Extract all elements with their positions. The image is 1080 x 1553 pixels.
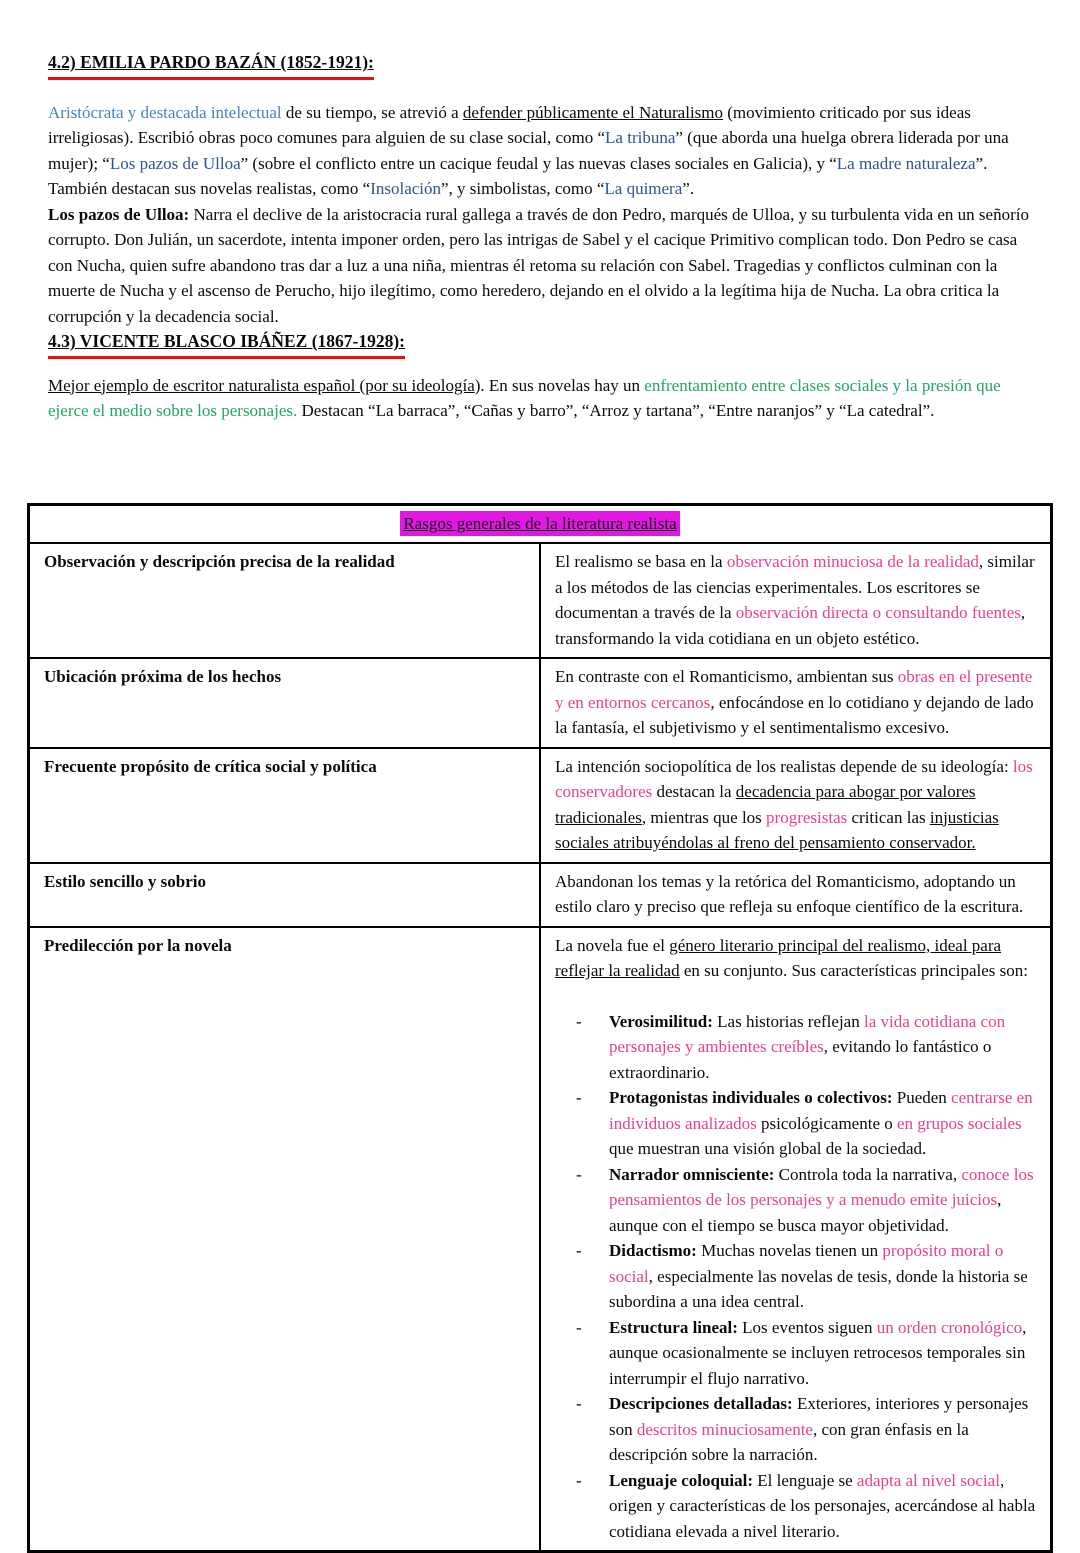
bullet-dash-marker: - xyxy=(576,1315,609,1392)
row-content-estilo xyxy=(540,863,1052,927)
bullet-dash-marker: - xyxy=(576,1468,609,1545)
text-run: Exteriores, interiores y personajes son xyxy=(609,1394,1028,1439)
text-run: un orden cronológico xyxy=(877,1318,1022,1337)
text-run: El lenguaje se xyxy=(753,1471,857,1490)
novel-intro-paragraph xyxy=(555,933,1036,984)
row-label-observacion: Observación y descripción precisa de la realidad xyxy=(29,543,541,658)
bullet-text xyxy=(609,1009,1036,1086)
text-run: Los eventos siguen xyxy=(738,1318,877,1337)
table-row-observacion xyxy=(29,543,1052,658)
novel-characteristics-list xyxy=(576,1009,1036,1545)
text-run: La quimera xyxy=(604,179,682,198)
text-run: Abandonan los temas y la retórica del Romanticismo, adoptando un estilo claro y preciso que refleja su enfoque científico de la escritura. xyxy=(555,872,1023,917)
text-run: , aunque ocasionalmente se incluyen retrocesos temporales sin interrumpir el flujo narrativo. xyxy=(609,1318,1026,1388)
heading-4-2-text: 4.2) EMILIA PARDO BAZÁN (1852-1921): xyxy=(48,50,374,80)
row-label-critica-social: Frecuente propósito de crítica social y política xyxy=(29,748,541,863)
table-title-highlight: Rasgos generales de la literatura realista xyxy=(400,511,679,537)
text-run: Insolación xyxy=(370,179,441,198)
text-run: defender públicamente el Naturalismo xyxy=(463,103,723,122)
text-run: , origen y características de los personajes, acercándose al habla cotidiana elevada a nivel literario. xyxy=(609,1471,1035,1541)
bullet-text xyxy=(609,1315,1036,1392)
heading-4-2-emilia-pardo-bazan xyxy=(48,50,1032,80)
realism-traits-table xyxy=(27,503,1053,1553)
text-run: enfrentamiento entre clases sociales y la presión que ejerce el medio sobre los personajes. xyxy=(48,376,1001,421)
text-run: centrarse en individuos analizados xyxy=(609,1088,1033,1133)
text-run: , mientras que los xyxy=(642,808,766,827)
paragraph-pardo-bazan-intro xyxy=(48,100,1032,202)
text-run: Destacan “La barraca”, “Cañas y barro”, “Arroz y tartana”, “Entre naranjos” y “La catedral”. xyxy=(297,401,934,420)
text-run: La novela fue el xyxy=(555,936,669,955)
row-label-predileccion-novela: Predilección por la novela xyxy=(29,927,541,1552)
bullet-item xyxy=(576,1468,1036,1545)
text-run: observación minuciosa de la realidad xyxy=(727,552,979,571)
table-title-row xyxy=(29,504,1052,543)
text-run: Estructura lineal: xyxy=(609,1318,738,1337)
text-run: Los pazos de Ulloa: xyxy=(48,205,189,224)
text-run: en su conjunto. Sus características principales son: xyxy=(680,961,1028,980)
text-run: observación directa o consultando fuentes xyxy=(736,603,1021,622)
bullet-text xyxy=(609,1085,1036,1162)
text-run: , transformando la vida cotidiana en un objeto estético. xyxy=(555,603,1025,648)
heading-4-3-vicente-blasco-ibanez xyxy=(48,329,1032,359)
text-run: Didactismo: xyxy=(609,1241,697,1260)
text-run: , similar a los métodos de las ciencias experimentales. Los escritores se documentan a través de la xyxy=(555,552,1035,622)
text-run: En contraste con el Romanticismo, ambientan sus xyxy=(555,667,898,686)
text-run: conoce los pensamientos de los personajes y a menudo emite juicios xyxy=(609,1165,1034,1210)
bullet-item xyxy=(576,1391,1036,1468)
table-row-critica-social xyxy=(29,748,1052,863)
text-run: Protagonistas individuales o colectivos: xyxy=(609,1088,893,1107)
table-row-ubicacion xyxy=(29,658,1052,748)
text-run: Aristócrata y destacada intelectual xyxy=(48,103,282,122)
text-run: El realismo se basa en la xyxy=(555,552,727,571)
text-run: Controla toda la narrativa, xyxy=(774,1165,961,1184)
text-run: , aunque con el tiempo se busca mayor objetividad. xyxy=(609,1190,1001,1235)
text-run: Mejor ejemplo de escritor naturalista español (por su ideología xyxy=(48,376,475,395)
text-run: ” (sobre el conflicto entre un cacique feudal y las nuevas clases sociales en Galicia), y “ xyxy=(241,154,837,173)
row-content-critica-social xyxy=(540,748,1052,863)
bullet-text xyxy=(609,1162,1036,1239)
text-run: , especialmente las novelas de tesis, donde la historia se subordina a una idea central. xyxy=(609,1267,1028,1312)
text-run: género literario principal del realismo, ideal para reflejar la realidad xyxy=(555,936,1001,981)
paragraph-blasco-ibanez xyxy=(48,373,1032,424)
text-run: , evitando lo fantástico o extraordinario. xyxy=(609,1037,991,1082)
text-run: ). En sus novelas hay un xyxy=(475,376,645,395)
row-label-ubicacion: Ubicación próxima de los hechos xyxy=(29,658,541,748)
bullet-text xyxy=(609,1468,1036,1545)
table-row-predileccion-novela xyxy=(29,927,1052,1552)
text-run: critican las xyxy=(847,808,930,827)
text-run: Lenguaje coloquial: xyxy=(609,1471,753,1490)
text-run: La madre naturaleza xyxy=(837,154,976,173)
bullet-item xyxy=(576,1085,1036,1162)
text-run: que muestran una visión global de la sociedad. xyxy=(609,1139,926,1158)
table-title-cell xyxy=(29,504,1052,543)
text-run: de su tiempo, se atrevió a xyxy=(282,103,463,122)
text-run: los conservadores xyxy=(555,757,1033,802)
bullet-item xyxy=(576,1162,1036,1239)
text-run: ”, y simbolistas, como “ xyxy=(441,179,604,198)
text-run: en grupos sociales xyxy=(897,1114,1022,1133)
text-run: Narra el declive de la aristocracia rural gallega a través de don Pedro, marqués de Ulloa, y su turbulenta vida en un señorío corrupto. Don Julián, un sacerdote, intenta imponer orden, pero las intrigas de Sabel y el cacique Primitivo complican todo. Don Pedro se casa con Nucha, quien sufre abandono tras dar a luz a una niña, mientras él retoma su relación con Sabel. Tragedias y conflictos culminan con la muerte de Nucha y el ascenso de Perucho, hijo ilegítimo, como heredero, dejando en el olvido a la legítima hija de Nucha. La obra critica la corrupción y la decadencia social. xyxy=(48,205,1029,326)
heading-4-3-text: 4.3) VICENTE BLASCO IBÁÑEZ (1867-1928): xyxy=(48,329,405,359)
text-run: Pueden xyxy=(893,1088,952,1107)
bullet-dash-marker: - xyxy=(576,1009,609,1086)
bullet-text xyxy=(609,1238,1036,1315)
bullet-dash-marker: - xyxy=(576,1085,609,1162)
text-run: La intención sociopolítica de los realistas depende de su ideología: xyxy=(555,757,1013,776)
text-run: obras en el presente y en entornos cercanos xyxy=(555,667,1032,712)
text-run: la vida cotidiana con personajes y ambientes creíbles xyxy=(609,1012,1005,1057)
text-run: Descripciones detalladas: xyxy=(609,1394,793,1413)
text-run: , con gran énfasis en la descripción sobre la narración. xyxy=(609,1420,969,1465)
paragraph-los-pazos-de-ulloa xyxy=(48,202,1032,330)
text-run: (movimiento criticado por sus ideas irreligiosas). Escribió obras poco comunes para alguien de su clase social, como “ xyxy=(48,103,971,148)
text-run: La tribuna xyxy=(605,128,675,147)
text-run: propósito moral o social xyxy=(609,1241,1003,1286)
bullet-text xyxy=(609,1391,1036,1468)
text-run: injusticias sociales atribuyéndolas al freno del pensamiento conservador. xyxy=(555,808,999,853)
text-run: psicológicamente o xyxy=(757,1114,897,1133)
text-run: progresistas xyxy=(766,808,847,827)
bullet-dash-marker: - xyxy=(576,1238,609,1315)
text-run: descritos minuciosamente xyxy=(637,1420,813,1439)
bullet-dash-marker: - xyxy=(576,1162,609,1239)
text-run: Muchas novelas tienen un xyxy=(697,1241,883,1260)
row-content-observacion xyxy=(540,543,1052,658)
table-row-estilo xyxy=(29,863,1052,927)
text-run: , enfocándose en lo cotidiano y dejando de lado la fantasía, el subjetivismo y el sentimentalismo excesivo. xyxy=(555,693,1034,738)
text-run: ”. xyxy=(682,179,694,198)
row-content-predileccion-novela xyxy=(540,927,1052,1552)
text-run: adapta al nivel social xyxy=(857,1471,1000,1490)
bullet-dash-marker: - xyxy=(576,1391,609,1468)
text-run: Narrador omnisciente: xyxy=(609,1165,774,1184)
text-run: Verosimilitud: xyxy=(609,1012,713,1031)
text-run: destacan la xyxy=(652,782,736,801)
bullet-item xyxy=(576,1009,1036,1086)
row-label-estilo: Estilo sencillo y sobrio xyxy=(29,863,541,927)
text-run: ”. También destacan sus novelas realistas, como “ xyxy=(48,154,987,199)
text-run: decadencia para abogar por valores tradicionales xyxy=(555,782,976,827)
bullet-item xyxy=(576,1238,1036,1315)
text-run: Los pazos de Ulloa xyxy=(110,154,241,173)
text-run: ” (que aborda una huelga obrera liderada por una mujer); “ xyxy=(48,128,1009,173)
bullet-item xyxy=(576,1315,1036,1392)
row-content-ubicacion xyxy=(540,658,1052,748)
text-run: Las historias reflejan xyxy=(713,1012,864,1031)
